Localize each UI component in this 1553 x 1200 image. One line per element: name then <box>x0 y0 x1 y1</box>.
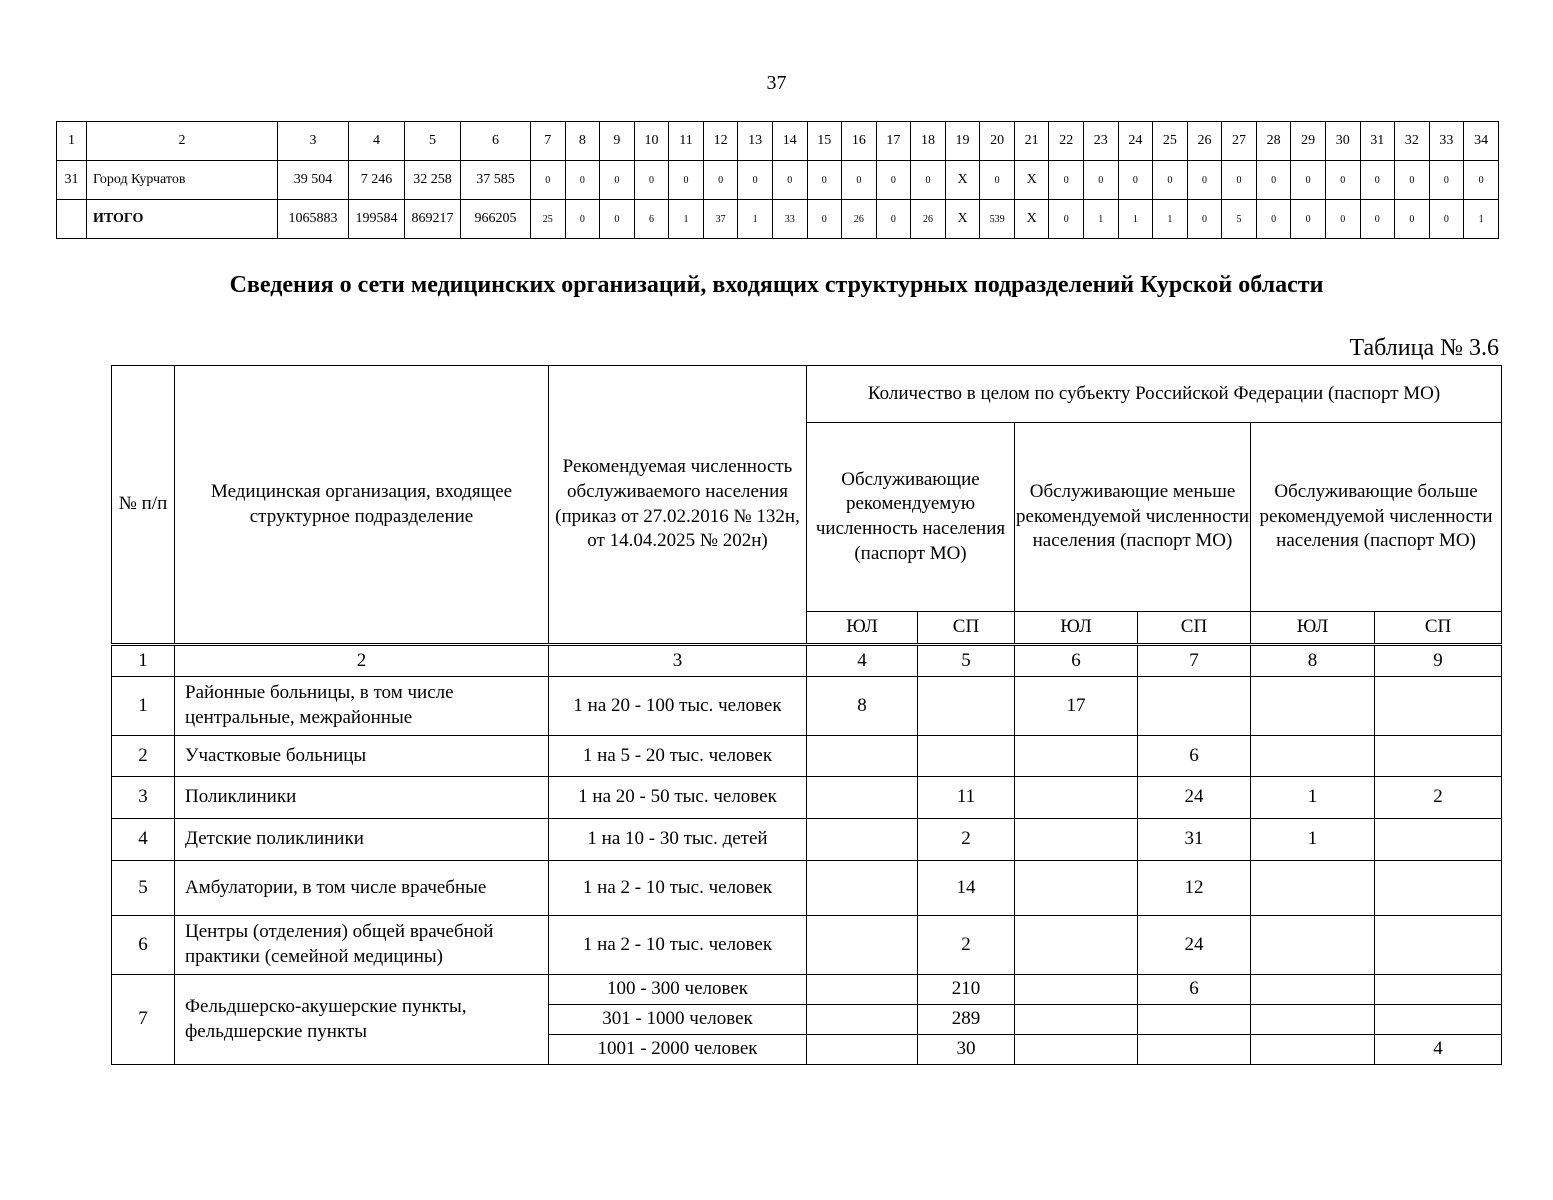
count-cell <box>1138 1005 1251 1035</box>
count-cell <box>807 975 918 1005</box>
count-cell <box>1015 916 1138 975</box>
count-cell <box>807 1005 918 1035</box>
table-cell: 0 <box>600 161 635 200</box>
table-row <box>112 819 1502 861</box>
row-number: 7 <box>112 975 175 1065</box>
column-number: 2 <box>87 122 278 161</box>
table-row <box>112 916 1502 975</box>
column-number: 24 <box>1118 122 1153 161</box>
table-cell: 0 <box>1256 200 1291 239</box>
table-row <box>57 200 1499 239</box>
count-cell: 210 <box>918 975 1015 1005</box>
table-row <box>112 777 1502 819</box>
count-cell <box>807 861 918 916</box>
column-number: 17 <box>876 122 911 161</box>
column-number: 30 <box>1325 122 1360 161</box>
table-cell: 37 585 <box>461 161 531 200</box>
column-number: 8 <box>1251 645 1375 677</box>
table-cell: 869217 <box>405 200 461 239</box>
table-cell: 1 <box>1153 200 1188 239</box>
recommended-population: 1 на 10 - 30 тыс. детей <box>549 819 807 861</box>
organization-type: Фельдшерско-акушерские пункты, фельдшерские пункты <box>175 975 549 1065</box>
table-cell: 6 <box>634 200 669 239</box>
header-recommended: Рекомендуемая численность обслуживаемого населения (приказ от 27.02.2016 № 132н, от 14.04.2025 № 202н) <box>549 366 807 645</box>
table-cell: 0 <box>1325 200 1360 239</box>
header-yul: ЮЛ <box>1015 612 1138 645</box>
column-number: 23 <box>1084 122 1119 161</box>
header-yul: ЮЛ <box>1251 612 1375 645</box>
organization-type: Амбулатории, в том числе врачебные <box>175 861 549 916</box>
table-cell: 0 <box>876 200 911 239</box>
count-cell <box>1015 1005 1138 1035</box>
column-number: 3 <box>549 645 807 677</box>
count-cell <box>1015 736 1138 777</box>
table-cell: 0 <box>1187 161 1222 200</box>
count-cell <box>1251 916 1375 975</box>
table-cell: 0 <box>772 161 807 200</box>
column-number: 10 <box>634 122 669 161</box>
medical-network-table <box>111 365 1502 1065</box>
count-cell <box>1138 677 1251 736</box>
table-cell: 0 <box>980 161 1015 200</box>
table-cell: 0 <box>565 161 600 200</box>
table-cell: 33 <box>772 200 807 239</box>
row-number: 1 <box>112 677 175 736</box>
table-cell: 1 <box>738 200 773 239</box>
table-cell: 26 <box>842 200 877 239</box>
table-cell: 0 <box>1325 161 1360 200</box>
column-number: 20 <box>980 122 1015 161</box>
table-cell: 0 <box>1049 200 1084 239</box>
column-number: 4 <box>807 645 918 677</box>
table-cell: 7 246 <box>349 161 405 200</box>
table-row <box>112 736 1502 777</box>
row-number: 3 <box>112 777 175 819</box>
table-cell: 0 <box>531 161 566 200</box>
table-cell: 1 <box>1084 200 1119 239</box>
count-cell <box>918 677 1015 736</box>
table-cell: 25 <box>531 200 566 239</box>
column-number: 25 <box>1153 122 1188 161</box>
recommended-population: 1 на 20 - 50 тыс. человек <box>549 777 807 819</box>
table-number: Таблица № 3.6 <box>1349 335 1499 361</box>
column-number: 4 <box>349 122 405 161</box>
table-cell: 5 <box>1222 200 1257 239</box>
column-number: 9 <box>1375 645 1502 677</box>
table-cell: 39 504 <box>278 161 349 200</box>
count-cell <box>1015 819 1138 861</box>
table-cell: 1 <box>1118 200 1153 239</box>
table-cell: 966205 <box>461 200 531 239</box>
table-cell: 539 <box>980 200 1015 239</box>
column-number: 6 <box>1015 645 1138 677</box>
column-number: 5 <box>405 122 461 161</box>
count-cell: 17 <box>1015 677 1138 736</box>
column-number: 8 <box>565 122 600 161</box>
column-number: 16 <box>842 122 877 161</box>
column-number: 34 <box>1464 122 1499 161</box>
recommended-population: 1 на 2 - 10 тыс. человек <box>549 861 807 916</box>
table-row <box>57 161 1499 200</box>
count-cell <box>1375 916 1502 975</box>
table-row <box>112 861 1502 916</box>
count-cell: 6 <box>1138 975 1251 1005</box>
column-number: 14 <box>772 122 807 161</box>
district-name: Город Курчатов <box>87 161 278 200</box>
column-number: 13 <box>738 122 773 161</box>
count-cell: 24 <box>1138 916 1251 975</box>
table-cell: 0 <box>703 161 738 200</box>
row-number: 4 <box>112 819 175 861</box>
table-cell: Х <box>945 200 980 239</box>
table-cell: 0 <box>1291 200 1326 239</box>
count-cell <box>807 736 918 777</box>
recommended-population: 1 на 2 - 10 тыс. человек <box>549 916 807 975</box>
page-number: 37 <box>766 72 787 94</box>
table-cell: 0 <box>1464 161 1499 200</box>
column-number: 26 <box>1187 122 1222 161</box>
recommended-population: 1 на 5 - 20 тыс. человек <box>549 736 807 777</box>
column-number: 28 <box>1256 122 1291 161</box>
column-number: 33 <box>1429 122 1464 161</box>
table-cell: 0 <box>1360 161 1395 200</box>
table-cell: Х <box>1014 200 1049 239</box>
header-sub-more: Обслуживающие больше рекомендуемой численности населения (паспорт МО) <box>1251 423 1502 612</box>
count-cell <box>1251 736 1375 777</box>
column-number-row <box>112 645 1502 677</box>
table-cell: 0 <box>738 161 773 200</box>
table-cell: Х <box>1014 161 1049 200</box>
column-number: 22 <box>1049 122 1084 161</box>
recommended-population: 1 на 20 - 100 тыс. человек <box>549 677 807 736</box>
table-row <box>112 975 1502 1005</box>
count-cell: 14 <box>918 861 1015 916</box>
table-cell: 1065883 <box>278 200 349 239</box>
table-cell: 37 <box>703 200 738 239</box>
regional-summary-table <box>56 121 1499 239</box>
table-cell: 0 <box>1429 161 1464 200</box>
count-cell <box>1375 677 1502 736</box>
organization-type: Детские поликлиники <box>175 819 549 861</box>
column-number: 2 <box>175 645 549 677</box>
column-number: 5 <box>918 645 1015 677</box>
count-cell <box>1138 1035 1251 1065</box>
count-cell: 6 <box>1138 736 1251 777</box>
count-cell <box>918 736 1015 777</box>
count-cell <box>807 777 918 819</box>
column-number: 31 <box>1360 122 1395 161</box>
count-cell <box>1375 1005 1502 1035</box>
table-cell: 32 258 <box>405 161 461 200</box>
recommended-population: 100 - 300 человек <box>549 975 807 1005</box>
column-number: 3 <box>278 122 349 161</box>
table-cell: 0 <box>911 161 946 200</box>
count-cell <box>1251 677 1375 736</box>
column-number: 32 <box>1395 122 1430 161</box>
table-cell: 0 <box>565 200 600 239</box>
count-cell <box>1251 1005 1375 1035</box>
column-number: 11 <box>669 122 704 161</box>
table-cell: 0 <box>1084 161 1119 200</box>
table-row <box>112 677 1502 736</box>
column-number: 7 <box>531 122 566 161</box>
recommended-population: 301 - 1000 человек <box>549 1005 807 1035</box>
table-cell: 0 <box>1187 200 1222 239</box>
table-cell: 199584 <box>349 200 405 239</box>
count-cell: 8 <box>807 677 918 736</box>
count-cell <box>1015 861 1138 916</box>
count-cell <box>1375 861 1502 916</box>
header-sub-recommended: Обслуживающие рекомендуемую численность населения (паспорт МО) <box>807 423 1015 612</box>
row-number: 2 <box>112 736 175 777</box>
table-cell: 1 <box>669 200 704 239</box>
count-cell <box>1015 1035 1138 1065</box>
organization-type: Центры (отделения) общей врачебной практики (семейной медицины) <box>175 916 549 975</box>
column-number: 6 <box>461 122 531 161</box>
organization-type: Участковые больницы <box>175 736 549 777</box>
recommended-population: 1001 - 2000 человек <box>549 1035 807 1065</box>
count-cell: 1 <box>1251 777 1375 819</box>
header-sub-less: Обслуживающие меньше рекомендуемой численности населения (паспорт МО) <box>1015 423 1251 612</box>
column-number: 29 <box>1291 122 1326 161</box>
header-sp: СП <box>918 612 1015 645</box>
count-cell <box>807 1035 918 1065</box>
table-cell: 26 <box>911 200 946 239</box>
count-cell <box>1015 975 1138 1005</box>
count-cell <box>1375 975 1502 1005</box>
table-cell: 0 <box>1222 161 1257 200</box>
column-number: 15 <box>807 122 842 161</box>
table-cell: 0 <box>1118 161 1153 200</box>
table-cell: 0 <box>600 200 635 239</box>
count-cell: 2 <box>918 916 1015 975</box>
column-number: 12 <box>703 122 738 161</box>
table-cell: 0 <box>1291 161 1326 200</box>
header-yul: ЮЛ <box>807 612 918 645</box>
column-number: 1 <box>112 645 175 677</box>
table-cell: 0 <box>1395 200 1430 239</box>
count-cell: 31 <box>1138 819 1251 861</box>
column-number: 19 <box>945 122 980 161</box>
count-cell: 2 <box>918 819 1015 861</box>
count-cell <box>807 819 918 861</box>
table-cell: 0 <box>1153 161 1188 200</box>
organization-type: Поликлиники <box>175 777 549 819</box>
organization-type: Районные больницы, в том числе центральные, межрайонные <box>175 677 549 736</box>
header-sp: СП <box>1138 612 1251 645</box>
count-cell <box>1251 861 1375 916</box>
table-cell: 1 <box>1464 200 1499 239</box>
table-cell: 0 <box>1360 200 1395 239</box>
header-organization: Медицинская организация, входящее структурное подразделение <box>175 366 549 645</box>
count-cell: 30 <box>918 1035 1015 1065</box>
count-cell <box>1251 975 1375 1005</box>
count-cell <box>1015 777 1138 819</box>
section-title: Сведения о сети медицинских организаций, входящих структурных подразделений Курской области <box>229 272 1324 298</box>
table-cell: 0 <box>876 161 911 200</box>
count-cell: 1 <box>1251 819 1375 861</box>
count-cell: 24 <box>1138 777 1251 819</box>
column-number: 9 <box>600 122 635 161</box>
count-cell: 2 <box>1375 777 1502 819</box>
column-number: 21 <box>1014 122 1049 161</box>
count-cell: 12 <box>1138 861 1251 916</box>
table-cell: 0 <box>1395 161 1430 200</box>
table-cell: Х <box>945 161 980 200</box>
header-group: Количество в целом по субъекту Российской Федерации (паспорт МО) <box>807 366 1502 423</box>
row-number: 31 <box>57 161 87 200</box>
count-cell <box>1251 1035 1375 1065</box>
table-cell: 0 <box>1256 161 1291 200</box>
count-cell <box>1375 736 1502 777</box>
column-number-row <box>57 122 1499 161</box>
table-cell: 0 <box>669 161 704 200</box>
row-number: 5 <box>112 861 175 916</box>
table-cell: 0 <box>1049 161 1084 200</box>
column-number: 18 <box>911 122 946 161</box>
header-sp: СП <box>1375 612 1502 645</box>
table-cell: 0 <box>1429 200 1464 239</box>
count-cell: 4 <box>1375 1035 1502 1065</box>
column-number: 1 <box>57 122 87 161</box>
table-cell: 0 <box>807 161 842 200</box>
count-cell: 289 <box>918 1005 1015 1035</box>
column-number: 7 <box>1138 645 1251 677</box>
district-name: ИТОГО <box>87 200 278 239</box>
header-no: № п/п <box>112 366 175 645</box>
column-number: 27 <box>1222 122 1257 161</box>
count-cell <box>807 916 918 975</box>
table-cell: 0 <box>807 200 842 239</box>
table-cell: 0 <box>842 161 877 200</box>
row-number <box>57 200 87 239</box>
count-cell <box>1375 819 1502 861</box>
count-cell: 11 <box>918 777 1015 819</box>
row-number: 6 <box>112 916 175 975</box>
table-cell: 0 <box>634 161 669 200</box>
